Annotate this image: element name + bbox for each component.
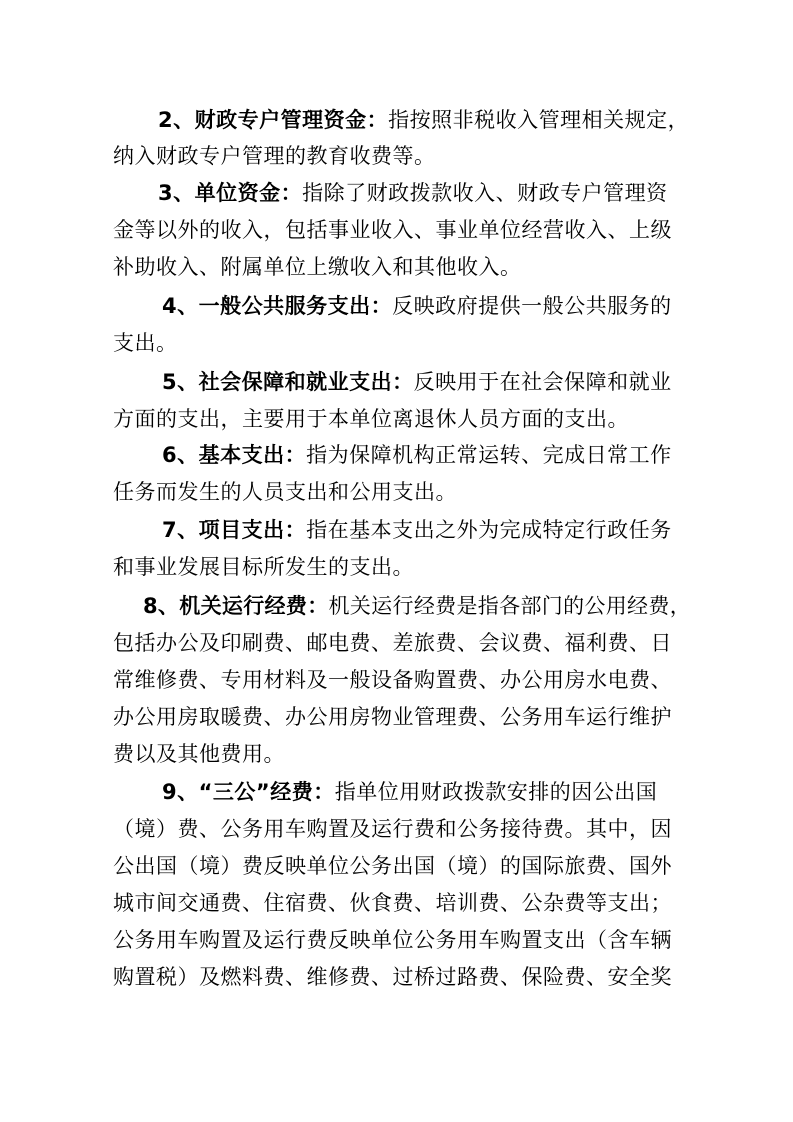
paragraph-6-line-1 xyxy=(162,437,672,473)
definition-text: 指单位用财政拨款安排的因公出国 xyxy=(334,780,658,804)
definition-text: 指按照非税收入管理相关规定， xyxy=(388,108,690,132)
paragraph-8-line-1 xyxy=(143,588,691,624)
paragraph-4-line-1 xyxy=(162,288,672,324)
definition-text: 费以及其他费用。 xyxy=(113,742,285,766)
paragraph-2-line-2 xyxy=(113,138,436,174)
definition-text: 反映政府提供一般公共服务的 xyxy=(392,294,672,318)
paragraph-9-line-6 xyxy=(113,959,672,995)
definition-text: 和事业发展目标所发生的支出。 xyxy=(113,555,414,579)
paragraph-9-line-5 xyxy=(113,922,672,958)
term-three-public-funds: 9、“三公”经费： xyxy=(162,780,335,804)
paragraph-3-line-3 xyxy=(113,249,522,285)
paragraph-9-line-3 xyxy=(113,848,672,884)
paragraph-3-line-2 xyxy=(113,212,672,248)
term-fiscal-special-account-funds: 2、财政专户管理资金： xyxy=(158,108,389,132)
term-basic-expenditure: 6、基本支出： xyxy=(162,443,307,467)
definition-text: 指在基本支出之外为完成特定行政任务 xyxy=(306,518,672,542)
definition-text: （境）费、公务用车购置及运行费和公务接待费。其中，因 xyxy=(113,817,672,841)
definition-text: 城市间交通费、住宿费、伙食费、培训费、公杂费等支出； xyxy=(113,891,672,915)
definition-text: 反映用于在社会保障和就业 xyxy=(413,370,672,394)
paragraph-7-line-2 xyxy=(113,549,414,585)
paragraph-2-line-1 xyxy=(158,102,689,138)
paragraph-6-line-2 xyxy=(113,474,457,510)
paragraph-9-line-4 xyxy=(113,885,672,921)
definition-text: 金等以外的收入，包括事业收入、事业单位经营收入、上级 xyxy=(113,218,672,242)
paragraph-7-line-1 xyxy=(162,512,672,548)
definition-text: 公务用车购置及运行费反映单位公务用车购置支出（含车辆 xyxy=(113,928,672,952)
definition-text: 纳入财政专户管理的教育收费等。 xyxy=(113,144,436,168)
paragraph-4-line-2 xyxy=(113,325,178,361)
term-general-public-services: 4、一般公共服务支出： xyxy=(162,294,393,318)
paragraph-8-line-2 xyxy=(113,625,672,661)
paragraph-8-line-4 xyxy=(113,699,672,735)
term-social-security-employment: 5、社会保障和就业支出： xyxy=(162,370,414,394)
paragraph-5-line-2 xyxy=(113,401,629,437)
term-project-expenditure: 7、项目支出： xyxy=(162,518,307,542)
definition-text: 方面的支出，主要用于本单位离退休人员方面的支出。 xyxy=(113,407,629,431)
paragraph-8-line-5 xyxy=(113,736,285,772)
definition-text: 指为保障机构正常运转、完成日常工作 xyxy=(306,443,672,467)
paragraph-9-line-2 xyxy=(113,811,672,847)
definition-text: 购置税）及燃料费、维修费、过桥过路费、保险费、安全奖 xyxy=(113,965,672,989)
definition-text: 办公用房取暖费、办公用房物业管理费、公务用车运行维护 xyxy=(113,705,672,729)
term-unit-funds: 3、单位资金： xyxy=(158,181,303,205)
definition-text: 任务而发生的人员支出和公用支出。 xyxy=(113,480,457,504)
definition-text: 公出国（境）费反映单位公务出国（境）的国际旅费、国外 xyxy=(113,854,672,878)
definition-text: 指除了财政拨款收入、财政专户管理资 xyxy=(302,181,668,205)
term-agency-operating-funds: 8、机关运行经费： xyxy=(143,594,329,618)
paragraph-3-line-1 xyxy=(158,175,668,211)
paragraph-8-line-3 xyxy=(113,662,672,698)
definition-text: 机关运行经费是指各部门的公用经费， xyxy=(328,594,692,618)
definition-text: 补助收入、附属单位上缴收入和其他收入。 xyxy=(113,255,522,279)
definition-text: 支出。 xyxy=(113,331,178,355)
paragraph-9-line-1 xyxy=(162,774,657,810)
definition-text: 常维修费、专用材料及一般设备购置费、办公用房水电费、 xyxy=(113,668,672,692)
definition-text: 包括办公及印刷费、邮电费、差旅费、会议费、福利费、日 xyxy=(113,631,672,655)
paragraph-5-line-1 xyxy=(162,364,672,400)
